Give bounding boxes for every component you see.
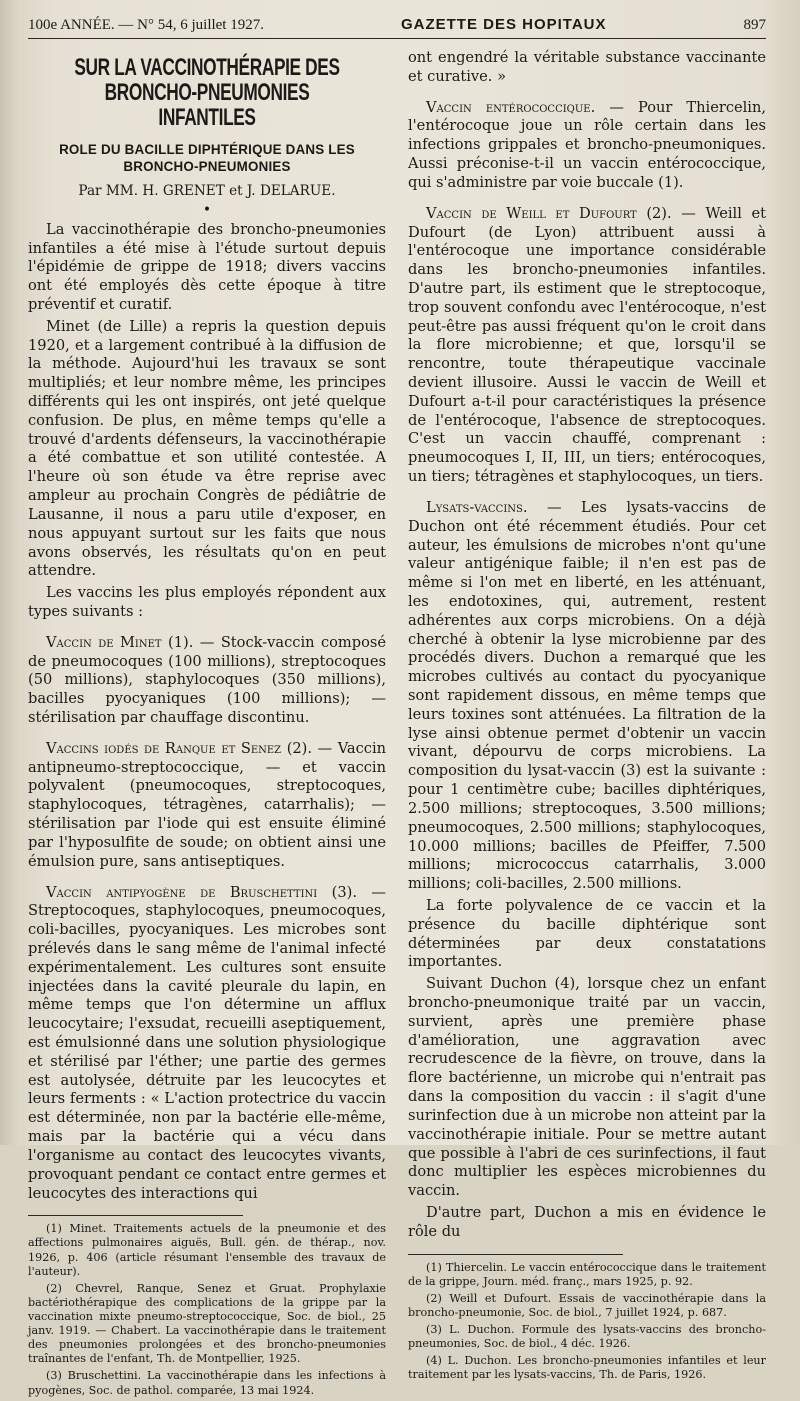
vaccine-heading: Vaccin de Weill et Dufourt <box>426 204 637 222</box>
footnote: (3) L. Duchon. Formule des lysats-vaccins des broncho-pneumonies, Soc. de biol., 4 déc. 1926. <box>408 1323 766 1351</box>
running-header <box>28 12 766 39</box>
paragraph-text: (2). — Weill et Dufourt (de Lyon) attribuent aussi à l'entérocoque une importance considérable dans les broncho-pneumonies infantiles. D'autre part, ils estiment que le streptocoque, trop souvent confondu avec l'entérocoque, n'est peut-être pas aussi fréquent qu'on le croit dans la flore microbienne; et que, lorsqu'il se rencontre, toute thérapeutique vaccinale devient illusoire. Aussi le vaccin de Weill et Dufourt a-t-il pour caractéristiques la présence de l'entérocoque, l'absence de streptocoques. C'est un vaccin chauffé, comprenant : pneumocoques I, II, III, un tiers; entérocoques, un tiers; tétragènes et staphylocoques, un tiers. <box>408 204 766 486</box>
paragraph-text: — Pour Thiercelin, l'entérocoque joue un rôle certain dans les infections grippales et broncho-pneumoniques. Aussi préconise-t-il un vaccin entérococcique, qui s'administre par voie buccale (1). <box>408 98 767 191</box>
separator-dot: • <box>202 201 212 218</box>
footnote-rule <box>408 1254 623 1255</box>
article-authors: Par MM. H. GRENET et J. DELARUE. <box>78 183 336 200</box>
paragraph <box>28 740 386 872</box>
article-title-line2: INFANTILES <box>158 104 256 132</box>
paragraph <box>28 634 386 728</box>
paragraph: ont engendré la véritable substance vaccinante et curative. » <box>408 49 766 85</box>
paragraph-text: (1). — Stock-vaccin composé de pneumocoques (100 millions), streptocoques (50 millions), staphylocoques (350 millions), bacilles pyocyaniques (100 millions); — stérilisation par chauffage discontinu. <box>28 633 387 727</box>
paragraph <box>408 99 766 193</box>
paragraph <box>28 884 386 1204</box>
paragraph <box>408 499 766 894</box>
footnote: (1) Minet. Traitements actuels de la pneumonie et des affections pulmonaires aiguës, Bull. gén. de thérap., nov. 1926, p. 406 (article résumant l'ensemble des travaux de l'auteur). <box>28 1222 386 1278</box>
vaccine-heading: Lysats-vaccins. <box>426 498 528 516</box>
paragraph-text: (3). — Streptocoques, staphylocoques, pneumocoques, coli-bacilles, pyocyaniques. Les microbes sont prélevés dans le sang même de l'animal infecté expérimentalement. Les cultures sont ensuite injectées dans la cavité pleurale du lapin, en même temps que l'on détermine un afflux leucocytaire; l'exsudat, recueilli aseptiquement, est émulsionné dans une solution physiologique et stérilisé par l'éther; une partie des germes est autolysée, détruite par les leucocytes et leurs ferments : « L'action protectrice du vaccin est déterminée, non par la bactérie elle-même, mais par la bactérie qui a vécu dans l'organisme au contact des leucocytes vivants, provoquant pendant ce contact entre germes et leucocytes des interactions qui <box>28 883 386 1202</box>
paragraph <box>408 205 766 487</box>
footnote-rule <box>28 1215 243 1216</box>
left-column <box>28 49 386 1401</box>
vaccine-heading: Vaccins iodés de Ranque et Senez <box>46 739 282 757</box>
footnote: (4) L. Duchon. Les broncho-pneumonies infantiles et leur traitement par les lysats-vaccins, Th. de Paris, 1926. <box>408 1354 766 1382</box>
paragraph: Minet (de Lille) a repris la question depuis 1920, et a largement contribué à la diffusion de la méthode. Aujourd'hui les travaux se sont multipliés; et leur nombre même, les principes différents qui les ont inspirés, ont jeté quelque confusion. De plus, en même temps qu'elle a trouvé d'ardents défenseurs, la vaccinothérapie a été combattue et son utilité contestée. A l'heure où son étude va être reprise avec ampleur au prochain Congrès de pédiâtrie de Lausanne, il nous a paru utile d'exposer, en nous appuyant surtout sur les faits que nous avons observés, les résultats qu'on en peut attendre. <box>28 317 386 580</box>
two-column-body <box>28 49 766 1401</box>
article-title <box>35 55 379 131</box>
footnote: (1) Thiercelin. Le vaccin entérococcique dans le traitement de la grippe, Journ. méd. franç., mars 1925, p. 92. <box>408 1260 766 1288</box>
vaccine-heading: Vaccin antipyogène de Bruschettini <box>46 883 318 901</box>
paragraph: La vaccinothérapie des broncho-pneumonies infantiles a été mise à l'étude surtout depuis l'épidémie de grippe de 1918; divers vaccins ont été employés dès cette époque à titre préventif et curatif. <box>28 220 386 313</box>
footnote: (3) Bruschettini. La vaccinothérapie dans les infections à pyogènes, Soc. de pathol. comparée, 13 mai 1924. <box>28 1369 386 1397</box>
article-title-line1: SUR LA VACCINOTHÉRAPIE DES BRONCHO-PNEUMONIES <box>74 54 340 107</box>
paragraph: La forte polyvalence de ce vaccin et la présence du bacille diphtérique sont déterminées par deux constatations importantes. <box>408 896 766 971</box>
paragraph: Suivant Duchon (4), lorsque chez un enfant broncho-pneumonique traité par un vaccin, survient, après une première phase d'amélioration, une aggravation avec recrudescence de la fièvre, on trouve, dans la flore bactérienne, un microbe qui n'entrait pas dans la composition du vaccin : il s'agit d'une surinfection due à un microbe non atteint par la vaccinothérapie initiale. Pour se mettre autant que possible à l'abri de ces surinfections, il faut donc multiplier les espèces microbiennes du vaccin. <box>408 975 766 1200</box>
footnote: (2) Weill et Dufourt. Essais de vaccinothérapie dans la broncho-pneumonie, Soc. de biol., 7 juillet 1924, p. 687. <box>408 1291 766 1319</box>
paragraph: Les vaccins les plus employés répondent aux types suivants : <box>28 584 386 620</box>
right-column <box>408 49 766 1401</box>
footnote: (2) Chevrel, Ranque, Senez et Gruat. Prophylaxie bactériothérapique des complications de la grippe par la vaccination mixte pneumo-streptococcique, Soc. de biol., 25 janv. 1919. — Chabert. La vaccinothérapie dans le traitement des pneumonies prolongées et des broncho-pneumonies traînantes de l'enfant, Th. de Montpellier, 1925. <box>28 1281 386 1366</box>
vaccine-heading: Vaccin de Minet <box>46 633 162 651</box>
issue-info: 100e ANNÉE. — N° 54, 6 juillet 1927. <box>28 17 264 33</box>
page-number: 897 <box>743 17 766 33</box>
journal-title: GAZETTE DES HOPITAUX <box>400 16 607 33</box>
paragraph-text: — Les lysats-vaccins de Duchon ont été récemment étudiés. Pour cet auteur, les émulsions de microbes n'ont qu'une valeur antigénique faible; il n'en est pas de même si l'on met en liberté, en les atténuant, les endotoxines, qui, autrement, restent adhérentes aux corps microbiens. On a déjà cherché à obtenir la lyse microbienne par des procédés divers. Duchon a remarqué que les microbes cultivés au contact du pyocyanique sont rapidement dissous, en même temps que leurs toxines sont atténuées. La filtration de la lyse ainsi obtenue permet d'obtenir un vaccin vivant, dépourvu de corps microbiens. La composition du lysat-vaccin (3) est la suivante : pour 1 centimètre cube; bacilles diphtériques, 2.500 millions; streptocoques, 3.500 millions; pneumocoques, 2.500 millions; staphylocoques, 10.000 millions; bacilles de Pfeiffer, 7.500 millions; micrococcus catarrhalis, 3.000 millions; coli-bacilles, 2.500 millions. <box>408 498 767 893</box>
paragraph-text: (2). — Vaccin antipneumo-streptococcique, — et vaccin polyvalent (pneumocoques, streptocoques, staphylocoques, tétragènes, catarrhalis); — stérilisation par l'iode qui est ensuite éliminé par l'hyposulfite de soude; on obtient ainsi une émulsion pure, sans antiseptiques. <box>28 739 387 870</box>
article-subtitle: ROLE DU BACILLE DIPHTÉRIQUE DANS LES BRONCHO-PNEUMONIES <box>59 141 355 174</box>
vaccine-heading: Vaccin entérococcique. <box>426 98 596 116</box>
paragraph: D'autre part, Duchon a mis en évidence le rôle du <box>408 1203 766 1240</box>
